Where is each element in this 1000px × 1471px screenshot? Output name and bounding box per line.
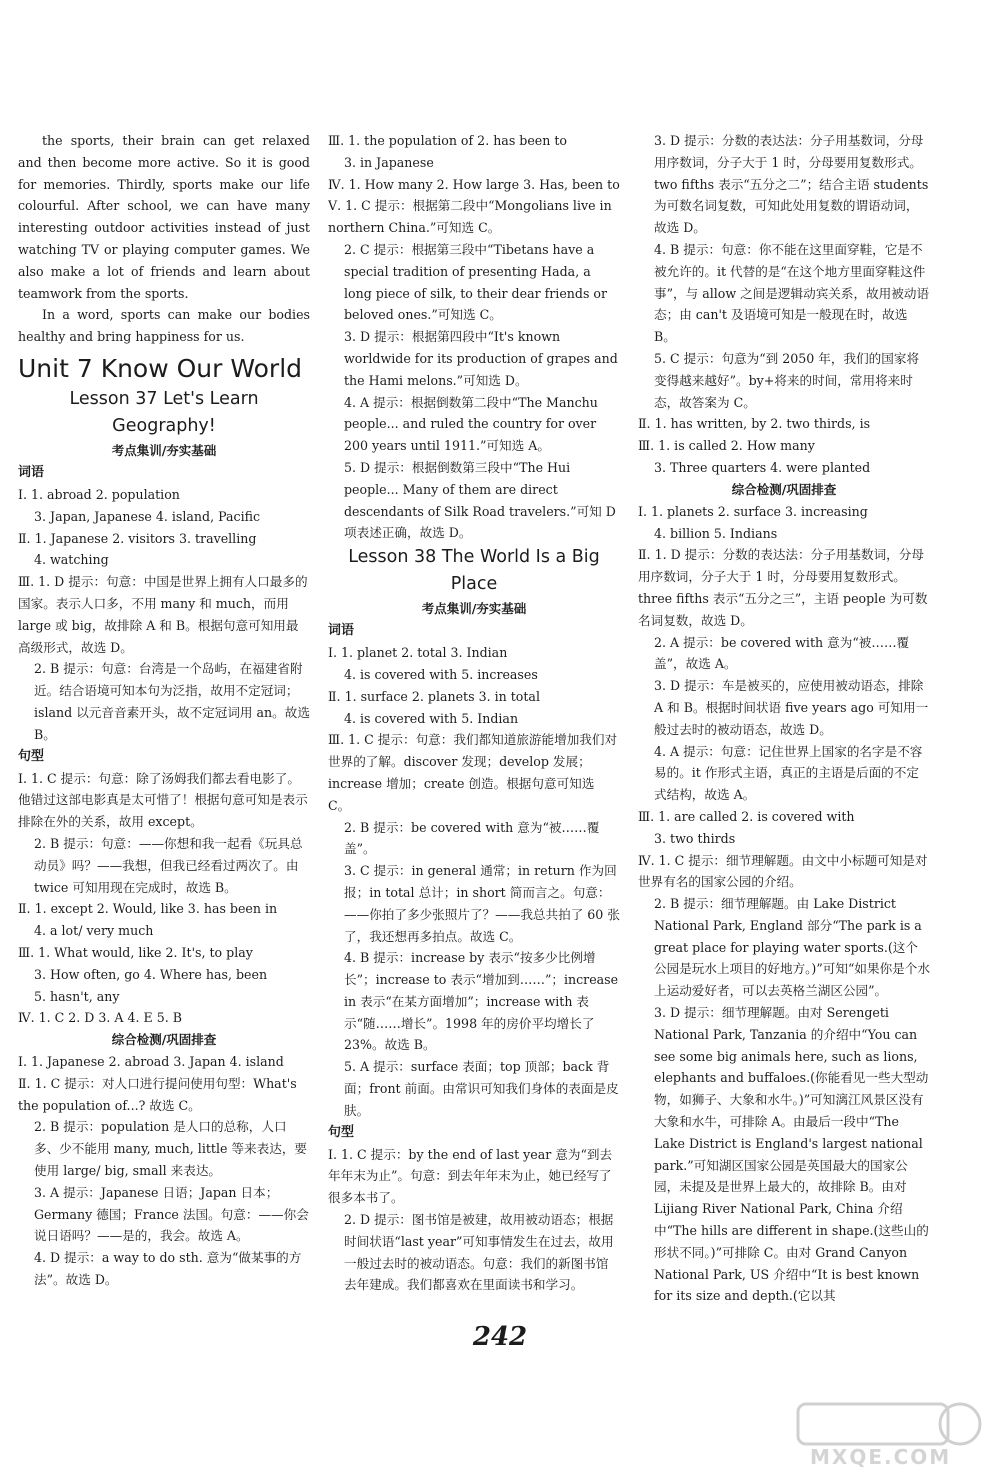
answer-line: Ⅴ. 1. C 提示：根据第二段中“Mongolians live in northern China.”可知选 C。 bbox=[328, 198, 612, 236]
answer-line: Ⅱ. 1. surface 2. planets 3. in total bbox=[328, 688, 540, 704]
answer-line: 4. is covered with 5. increases bbox=[344, 666, 538, 682]
answer-line: 5. hasn't, any bbox=[34, 988, 120, 1004]
answer-line: 5. C 提示：句意为“到 2050 年，我们的国家将变得越来越好”。by+将来的时间，常用将来时态，故答案为 C。 bbox=[654, 350, 920, 410]
answer-line: 4. billion 5. Indians bbox=[654, 525, 778, 541]
answer-list bbox=[18, 768, 310, 1030]
watermark-logo bbox=[790, 1400, 990, 1470]
answer-line: Ⅲ. 1. D 提示：句意：中国是世界上拥有人口最多的国家。表示人口多，不用 many 和 much，而用 large 或 big，故排除 A 和 B。根据句意可知用最高级形式，故选 D。 bbox=[18, 574, 308, 655]
lesson-title: Lesson 38 The World Is a Big Place bbox=[348, 547, 600, 595]
answer-line: Ⅱ. 1. Japanese 2. visitors 3. travelling bbox=[18, 530, 257, 546]
answer-line: 2. B 提示：population 是人口的总称，人口多、少不能用 many, much, little 等来表达，要使用 large/ big, small 来表达。 bbox=[34, 1119, 308, 1179]
answer-line: 2. B 提示：句意：——你想和我一起看《玩具总动员》吗？——我想，但我已经看过两次了。由 twice 可知用现在完成时，故选 B。 bbox=[34, 835, 303, 895]
answer-line: 3. D 提示：分数的表达法：分子用基数词，分母用序数词，分子大于 1 时，分母要用复数形式。two fifths 表示“五分之二”；结合主语 students 为可数名词复数，可知此处用复数的谓语动词，故选 D。 bbox=[654, 133, 929, 236]
answer-line: Ⅲ. 1. are called 2. is covered with bbox=[638, 808, 855, 824]
answer-line: 3. How often, go 4. Where has, been bbox=[34, 966, 268, 982]
answer-line: Ⅲ. 1. C 提示：句意：我们都知道旅游能增加我们对世界的了解。discover 发现；develop 发展；increase 增加；create 创造。根据句意可知选 C。 bbox=[328, 732, 618, 813]
answer-line: 2. B 提示：细节理解题。由 Lake District National Park, England 部分“The park is a great place for playing water sports.(这个公园是玩水上项目的好地方。)”可知“如果你是个水上运动爱好者，可以去英格兰湖区公园”。 bbox=[654, 896, 930, 999]
answer-line: Ⅰ. 1. planets 2. surface 3. increasing bbox=[638, 503, 868, 519]
answer-line: 2. B 提示：be covered with 意为“被……覆盖”。 bbox=[344, 819, 600, 857]
answer-line: Ⅰ. 1. abroad 2. population bbox=[18, 486, 180, 502]
category-heading: 句型 bbox=[18, 748, 45, 764]
lesson-title: Lesson 37 Let's Learn Geography! bbox=[69, 388, 259, 436]
answer-line: 3. A 提示：Japanese 日语；Japan 日本；Germany 德国；France 法国。句意：——你会说日语吗？——是的，我会。故选 A。 bbox=[34, 1184, 309, 1244]
answer-list bbox=[18, 1051, 310, 1291]
answer-line: Ⅰ. 1. planet 2. total 3. Indian bbox=[328, 645, 508, 661]
answer-line: Ⅰ. 1. Japanese 2. abroad 3. Japan 4. island bbox=[18, 1054, 284, 1070]
answer-line: Ⅱ. 1. D 提示：分数的表达法：分子用基数词，分母用序数词，分子大于 1 时，分母要用复数形式。three fifths 表示“五分之三”，主语 people 为可数名词复数，故选 D。 bbox=[638, 547, 928, 628]
category-heading: 词语 bbox=[18, 464, 45, 480]
answer-list bbox=[328, 130, 620, 544]
column-left bbox=[18, 130, 310, 1291]
category-heading: 词语 bbox=[328, 623, 355, 639]
answer-line: 2. B 提示：句意：台湾是一个岛屿，在福建省附近。结合语境可知本句为泛指，故用不定冠词；island 以元音音素开头，故不定冠词用 an。故选 B。 bbox=[34, 661, 310, 742]
column-right bbox=[638, 130, 930, 1307]
answer-line: 4. is covered with 5. Indian bbox=[344, 710, 519, 726]
answer-line: 4. a lot/ very much bbox=[34, 923, 154, 939]
answer-line: 5. A 提示：surface 表面；top 顶部；back 背面；front 前面。由常识可知我们身体的表面是皮肤。 bbox=[344, 1059, 619, 1118]
answer-line: 4. B 提示：句意：你不能在这里面穿鞋，它是不被允许的。it 代替的是“在这个地方里面穿鞋这件事”，与 allow 之间是逻辑动宾关系，故用被动语态；由 can't 及语境可知是一般现在时，故选 B。 bbox=[654, 241, 930, 345]
answer-line: Ⅱ. 1. C 提示：对人口进行提问使用句型：What's the population of...? 故选 C。 bbox=[18, 1075, 297, 1113]
answer-line: 2. A 提示：be covered with 意为“被……覆盖”，故选 A。 bbox=[654, 634, 910, 672]
svg-text:MXQE.COM: MXQE.COM bbox=[810, 1445, 952, 1469]
answer-line: 5. D 提示：根据倒数第三段中“The Hui people... Many of them are direct descendants of Silk Road travelers.”可知 D 项表述正确，故选 D。 bbox=[344, 459, 616, 541]
answer-line: 4. watching bbox=[34, 552, 109, 568]
answer-line: Ⅲ. 1. is called 2. How many bbox=[638, 438, 815, 454]
answer-list bbox=[18, 484, 310, 746]
answer-line: Ⅱ. 1. except 2. Would, like 3. has been in bbox=[18, 901, 278, 917]
answer-line: 4. B 提示：increase by 表示“按多少比例增长”；increase to 表示“增加到……”；increase in 表示“在某方面增加”；increase with 表示“随……增长”。1998 年的房价平均增长了 23%。故选 B。 bbox=[344, 950, 619, 1053]
answer-line: 2. C 提示：根据第三段中“Tibetans have a special tradition of presenting Hada, a long piece of silk, to their dear friends or beloved ones.”可知选 C。 bbox=[344, 241, 608, 323]
answer-line: 4. D 提示：a way to do sth. 意为“做某事的方法”。故选 D。 bbox=[34, 1250, 302, 1288]
category-heading: 句型 bbox=[328, 1124, 355, 1140]
answer-line: 3. D 提示：根据第四段中“It's known worldwide for its production of grapes and the Hami melons.”可知选 D。 bbox=[344, 329, 618, 388]
column-middle bbox=[328, 130, 620, 1296]
page-number: 242 bbox=[472, 1322, 528, 1352]
essay-paragraph: the sports, their brain can get relaxed and then become more active. So it is good for memories. Thirdly, sports make our life colourful. After school, we can have many interesting outdoor activities instead of just watching TV or playing computer games. We also make a lot of friends and learn about teamwork from the sports. bbox=[18, 133, 310, 301]
answer-line: Ⅰ. 1. C 提示：句意：除了汤姆我们都去看电影了。他错过这部电影真是太可惜了！根据句意可知是表示排除在外的关系，故用 except。 bbox=[18, 770, 308, 830]
section-heading: 考点集训/夯实基础 bbox=[421, 601, 527, 617]
answer-list bbox=[328, 642, 620, 1122]
answer-line: 3. two thirds bbox=[654, 830, 736, 846]
section-heading: 考点集训/夯实基础 bbox=[111, 442, 217, 458]
answer-list bbox=[638, 130, 930, 479]
section-heading: 综合检测/巩固排查 bbox=[731, 481, 837, 497]
answer-line: Ⅳ. 1. How many 2. How large 3. Has, been to bbox=[328, 176, 620, 192]
answer-line: Ⅳ. 1. C 2. D 3. A 4. E 5. B bbox=[18, 1010, 182, 1026]
answer-list bbox=[638, 501, 930, 1307]
answer-line: 3. D 提示：细节理解题。由对 Serengeti National Park, Tanzania 的介绍中“You can see some big animals here, such as lions, elephants and buffaloes.(你能看见一些大型动物，如狮子、大象和水牛。)”可知漓江风景区没有大象和水牛，可排除 A。由最后一段中“The Lake District is England's largest national park.”可知湖区国家公园是英国最大的国家公园，未提及是世界上最大的，故排除 B。由对 Lijiang River National Park, China 介绍中“The hills are different in shape.(这些山的形状不同。)”可排除 C。由对 Grand Canyon National Park, US 介绍中“It is best known for its size and depth.(它以其 bbox=[654, 1005, 929, 1304]
answer-line: Ⅲ. 1. What would, like 2. It's, to play bbox=[18, 944, 253, 960]
answer-line: Ⅳ. 1. C 提示：细节理解题。由文中小标题可知是对世界有名的国家公园的介绍。 bbox=[638, 852, 928, 890]
answer-line: 3. Three quarters 4. were planted bbox=[654, 459, 871, 475]
answer-line: 4. A 提示：根据倒数第二段中“The Manchu people... and ruled the country for over 200 years until 1911.”可知选 A。 bbox=[344, 394, 598, 454]
answer-line: Ⅲ. 1. the population of 2. has been to bbox=[328, 133, 568, 148]
answer-line: 3. in Japanese bbox=[344, 154, 434, 170]
answer-line: 4. A 提示：句意：记住世界上国家的名字是不容易的。it 作形式主语，真正的主语是后面的不定式结构，故选 A。 bbox=[654, 743, 923, 803]
answer-line: 3. C 提示：in general 通常；in return 作为回报；in total 总计；in short 简而言之。句意：——你拍了多少张照片了？——我总共拍了 60 张了，我还想再多拍点。故选 C。 bbox=[344, 863, 620, 944]
answer-line: Ⅱ. 1. has written, by 2. two thirds, is bbox=[638, 416, 871, 432]
unit-title: Unit 7 Know Our World bbox=[18, 353, 303, 383]
answer-list bbox=[328, 1144, 620, 1297]
answer-line: 2. D 提示：图书馆是被建，故用被动语态；根据时间状语“last year”可知事情发生在过去，故用一般过去时的被动语态。句意：我们的新图书馆去年建成。我们都喜欢在里面读书和学习。 bbox=[344, 1212, 614, 1293]
answer-line: 3. Japan, Japanese 4. island, Pacific bbox=[34, 508, 261, 524]
answer-line: 3. D 提示：车是被买的，应使用被动语态，排除 A 和 B。根据时间状语 five years ago 可知用一般过去时的被动语态，故选 D。 bbox=[654, 678, 929, 737]
essay-paragraph: In a word, sports can make our bodies healthy and bring happiness for us. bbox=[18, 307, 310, 345]
answer-line: Ⅰ. 1. C 提示：by the end of last year 意为“到去年年末为止”。句意：到去年年末为止，她已经写了很多本书了。 bbox=[328, 1146, 613, 1206]
section-heading: 综合检测/巩固排查 bbox=[111, 1032, 217, 1048]
